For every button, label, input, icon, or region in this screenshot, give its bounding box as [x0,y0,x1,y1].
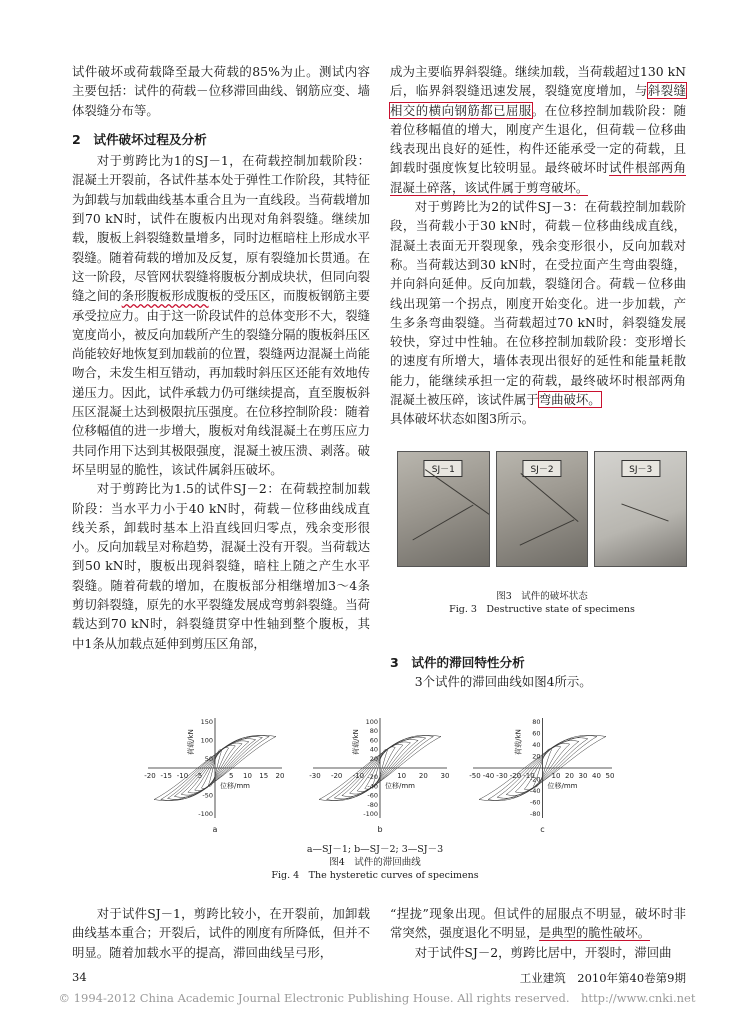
y-tick-label: 60 [532,729,541,738]
x-tick-label: 20 [565,772,574,780]
x-tick-label: 20 [418,772,428,780]
x-tick-label: 10 [243,772,252,780]
x-axis-label: 位移/mm [547,782,578,790]
y-tick-label: 150 [200,718,213,726]
bottom-right-para: “捏拢”现象出现。但试件的屈服点不明显，破坏时非常突然，强度退化不明显，是典型的脆性破坏。 [390,906,686,941]
x-tick-label: -10 [523,772,535,780]
x-tick-label: -50 [469,772,481,780]
section-3-heading: 3 试件的滞回特性分析 [390,655,525,670]
y-axis-label: 荷载/kN [352,729,360,755]
y-tick-label: 40 [532,741,541,749]
underline-annotation: 试件根部两角混凝土碎落，该试件属于剪弯破坏。 [390,160,687,195]
y-tick-label: 80 [532,718,541,726]
hysteresis-chart-a [144,718,284,834]
page-number: 34 [72,970,87,984]
x-tick-label: -20 [144,772,156,780]
x-tick-label: 40 [592,772,601,780]
hysteresis-charts-svg [140,712,620,837]
figure-3-caption-en: Fig. 3 Destructive state of specimens [449,604,635,615]
x-axis-label: 位移/mm [385,782,415,790]
left-para-1: 试件破坏或荷载降至最大荷载的85%为止。测试内容主要包括：试件的荷载－位移滞回曲线、钢筋应变、墙体裂缝分布等。 [72,64,370,118]
x-tick-label: 15 [259,772,269,780]
y-tick-label: -80 [529,810,541,818]
underline-annotation-2: 是典型的脆性破坏。 [538,925,651,941]
x-tick-label: 5 [229,772,234,780]
y-tick-label: -60 [367,791,378,800]
figure-3-caption-cn: 图3 试件的破坏状态 [496,591,588,602]
bottom-left-text [72,904,370,962]
boxed-annotation-2: 弯曲破坏。 [538,392,601,408]
specimen-label-2: SJ－2 [522,460,561,477]
y-tick-label: -20 [529,775,541,784]
y-axis-label: 荷载/kN [187,729,195,755]
x-tick-label: -15 [160,772,172,780]
subfigure-label: a [212,825,218,834]
x-axis-label: 位移/mm [220,782,250,790]
hysteresis-chart-b [309,718,449,834]
left-para-2: 对于剪跨比为1的SJ－1，在荷载控制加载阶段：混凝土开裂前，各试件基本处于弹性工作阶段，其特征为卸载与加载曲线基本重合且为一直线段。当荷载增加到70 kN时，试件在腹板内出现对角斜裂缝。继续加载，腹板上斜裂缝数量增多，同时边框暗柱上形成水平裂缝。随着荷载的增加及反复，原有裂缝加长贯通。在这一阶段，尽管网状裂缝将腹板分割成块状，但同向裂缝之间的条形腹板形成腹板的受压区，而腹板钢筋主要承受拉应力。由于这一阶段试件的总体变形不大，裂缝宽度尚小，被反向加载所产生的裂缝分隔的腹板斜压区尚能较好地恢复到加载前的位置，裂缝两边混凝土尚能吻合，未发生相互错动，再加载时斜压区还能有效地传递压力。因此，试件承载力仍可继续提高，直至腹板斜压区混凝土达到极限抗压强度。在位移控制阶段：随着位移幅值的进一步增大，腹板对角线混凝土在剪压应力共同作用下达到其极限强度，混凝土被压溃、剥落。破坏呈明显的脆性，该试件属斜压破坏。 [72,153,371,477]
x-tick-label: -20 [509,772,522,780]
figure-4-charts [140,712,620,837]
y-tick-label: 100 [365,718,378,726]
bottom-right-text [390,904,686,962]
section-3 [390,653,686,692]
y-tick-label: -60 [529,798,541,807]
right-para-1: 成为主要临界斜裂缝。继续加载，当荷载超过130 kN后，临界斜裂缝迅速发展，裂缝宽度增加，与斜裂缝相交的横向钢筋都已屈服。在位移控制加载阶段：随着位移幅值的增大，刚度产生退化，但荷载－位移曲线表现出良好的延性，构件还能承受一定的荷载，且卸载时强度恢复比较明显。最终破坏时试件根部两角混凝土碎落，该试件属于剪弯破坏。 [390,64,687,195]
y-tick-label: -80 [367,800,378,809]
x-tick-label: -40 [482,772,495,780]
right-column [390,62,686,429]
x-tick-label: 30 [578,772,588,780]
boxed-annotation: 斜裂缝相交的横向钢筋都已屈服 [390,83,687,118]
x-tick-label: -10 [176,772,189,780]
figure-4-legend: a—SJ－1; b—SJ－2; 3—SJ－3 [306,844,444,855]
y-tick-label: 20 [369,754,378,763]
y-tick-label: -50 [202,791,213,800]
subfigure-label: c [540,825,545,834]
x-tick-label: 20 [275,772,285,780]
specimen-photo-2 [496,451,589,567]
section-3-para: 3个试件的滞回曲线如图4所示。 [414,674,592,690]
hysteresis-chart-c [469,718,614,834]
y-tick-label: 100 [200,736,213,745]
y-tick-label: -40 [529,787,541,795]
x-tick-label: -5 [195,772,203,780]
wavy-underline-mark: 条形腹板形成腹 [121,288,209,304]
x-tick-label: 50 [605,772,615,780]
specimen-photo-1 [397,451,490,567]
x-tick-label: 30 [440,772,450,780]
section-2-heading: 2 试件破坏过程及分析 [72,131,207,147]
x-tick-label: -30 [309,772,321,780]
y-axis-label: 荷载/kN [514,729,523,755]
specimen-photo-3 [594,451,687,567]
y-tick-label: 50 [204,754,213,763]
specimen-label-1: SJ－1 [424,460,463,477]
left-para-3: 对于剪跨比为1.5的试件SJ－2：在荷载控制加载阶段：当水平力小于40 kN时，荷载－位移曲线成直线关系，卸载时基本上沿直线回归零点，残余变形很小。反向加载呈对称趋势，混凝土没有开裂。当荷载达到50 kN时，腹板出现斜裂缝，暗柱上随之产生水平裂缝。随着荷载的增加，在腹板部分相继增加3～4条剪切斜裂缝，原先的水平裂缝发展成弯剪斜裂缝。当荷载达到70 kN时，斜裂缝贯穿中性轴到整个腹板，其中1条从加载点延伸到剪压区角部， [72,481,370,651]
figure-3-caption [397,590,687,616]
journal-info: 工业建筑 2010年第40卷第9期 [519,971,686,985]
y-tick-label: 80 [369,727,378,736]
right-para-2: 对于剪跨比为2的试件SJ－3：在荷载控制加载阶段，当荷载小于30 kN时，荷载－位移曲线成直线，混凝土表面无开裂现象，残余变形很小，反向加载对称。当荷载达到30 kN时，在受拉面产生弯曲裂缝，并向斜向延伸。反向加载，裂缝闭合。荷载－位移曲线出现第一个拐点，刚度开始变化。进一步加载，产生多条弯曲裂缝。当荷载超过70 kN时，斜裂缝发展较快，穿过中性轴。在位移控制加载阶段：变形增长的速度有所增大，墙体表现出很好的延性和能量耗散能力，能继续承担一定的荷载，最终破坏时根部两角混凝土被压碎，该试件属于弯曲破坏。 具体破坏状态如图3所示。 [390,199,686,427]
figure-4-caption [150,843,600,882]
bottom-right-para-2: 对于试件SJ－2，剪跨比居中，开裂时，滞回曲 [414,944,672,960]
y-tick-label: 40 [369,745,378,754]
subfigure-label: b [377,825,383,834]
y-tick-label: -100 [198,810,213,818]
x-tick-label: -30 [496,772,508,780]
y-tick-label: -20 [367,773,378,782]
left-column [72,62,370,653]
bottom-left-para: 对于试件SJ－1，剪跨比较小，在开裂前，加卸载曲线基本重合；开裂后，试件的刚度有所降低，但并不明显。随着加载水平的提高，滞回曲线呈弓形， [72,906,370,960]
x-tick-label: -20 [330,772,343,780]
x-tick-label: 10 [397,772,407,780]
y-tick-label: -100 [363,810,378,818]
specimen-label-3: SJ－3 [621,460,660,477]
x-tick-label: -10 [352,772,365,780]
y-tick-label: 20 [532,752,541,761]
copyright-watermark: © 1994-2012 China Academic Journal Electronic Publishing House. All rights reserved. http://www.cnki.net [58,991,696,1005]
figure-3-photos [397,451,687,567]
figure-4-caption-cn: 图4 试件的滞回曲线 [329,857,421,868]
y-tick-label: 60 [369,736,378,745]
y-tick-label: -40 [367,782,378,791]
figure-4-caption-en: Fig. 4 The hysteretic curves of specimens [271,870,479,881]
x-tick-label: 10 [551,772,561,780]
